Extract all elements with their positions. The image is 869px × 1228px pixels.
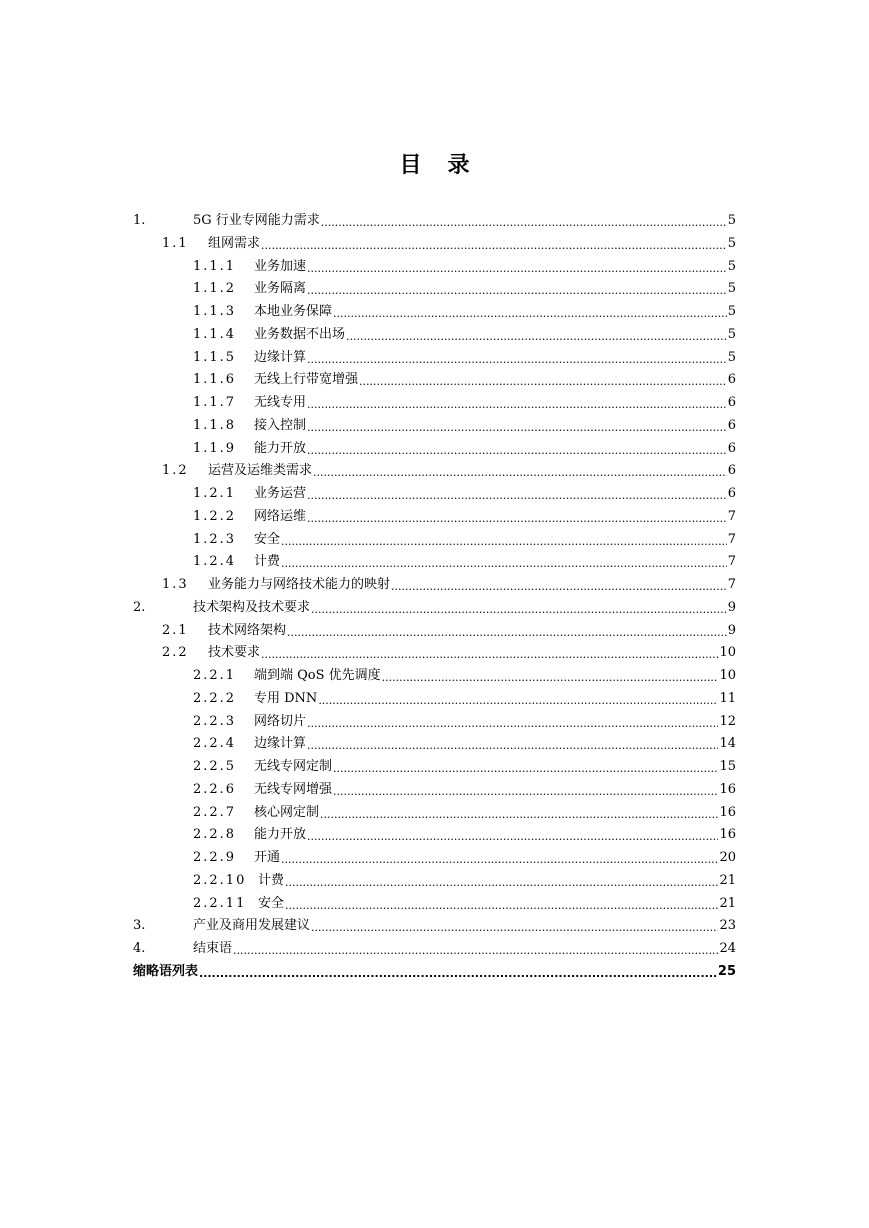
toc-leader-dots <box>307 739 718 753</box>
toc-entry[interactable] <box>193 371 736 389</box>
toc-entry[interactable] <box>193 394 736 412</box>
toc-entry-title: 无线上行带宽增强 <box>254 372 359 388</box>
toc-leader-dots <box>307 353 727 367</box>
toc-entry[interactable] <box>193 872 736 890</box>
toc-leader-dots <box>346 330 727 344</box>
toc-entry[interactable] <box>162 622 736 640</box>
toc-entry-page: 23 <box>719 918 736 934</box>
toc-entry[interactable] <box>133 212 736 230</box>
toc-entry-page: 6 <box>727 440 736 456</box>
toc-entry-page: 5 <box>727 326 736 342</box>
toc-leader-dots <box>311 921 718 935</box>
toc-entry-page: 14 <box>719 736 736 752</box>
toc-entry-page: 15 <box>719 759 736 774</box>
toc-entry-page: 5 <box>727 213 736 228</box>
toc-entry-page: 10 <box>719 645 736 661</box>
toc-entry-title: 能力开放 <box>254 440 307 456</box>
toc-entry[interactable] <box>193 713 736 731</box>
toc-entry-number: 1.2.4 <box>193 554 237 570</box>
toc-leader-dots <box>287 626 727 640</box>
toc-title-left: 目 <box>399 153 422 178</box>
toc-entry[interactable] <box>193 440 736 458</box>
toc-leader-dots <box>311 603 727 617</box>
toc-entry-title: 业务加速 <box>254 258 307 274</box>
toc-leader-dots <box>307 717 718 731</box>
toc-entry[interactable] <box>133 917 736 935</box>
toc-entry[interactable] <box>193 508 736 526</box>
toc-entry[interactable] <box>193 690 736 708</box>
toc-leader-dots <box>307 444 727 458</box>
toc-entry-number: 1.2.1 <box>193 486 237 501</box>
toc-leader-dots <box>307 398 727 412</box>
toc-leader-dots <box>307 262 727 276</box>
toc-entry-number: 1.1.8 <box>193 417 237 433</box>
toc-leader-dots <box>281 535 727 549</box>
toc-entry[interactable] <box>193 303 736 321</box>
toc-entry-title: 业务能力与网络技术能力的映射 <box>208 577 391 592</box>
toc-entry-title: 结束语 <box>193 941 233 956</box>
toc-entry-title: 网络运维 <box>254 508 307 524</box>
toc-leader-dots <box>313 466 727 480</box>
toc-entry-number: 1.1.5 <box>193 349 237 365</box>
toc-entry-title: 核心网定制 <box>254 804 320 820</box>
toc-entry-title: 计费 <box>254 554 281 570</box>
toc-entry-page: 12 <box>719 713 736 729</box>
toc-entry-page: 7 <box>727 508 736 524</box>
toc-entry[interactable] <box>162 462 736 480</box>
toc-entry-number: 2.1 <box>162 622 189 638</box>
toc-entry-number: 2. <box>133 599 146 615</box>
toc-entry-page: 16 <box>719 827 736 843</box>
toc-entry-page: 21 <box>719 872 736 888</box>
toc-entry-title: 能力开放 <box>254 827 307 843</box>
toc-entry[interactable] <box>193 280 736 298</box>
toc-entry-number: 1.2.3 <box>193 531 237 547</box>
toc-entry-title: 组网需求 <box>208 235 261 251</box>
toc-entry-page: 7 <box>727 554 736 570</box>
toc-entry-number: 2.2.5 <box>193 759 237 774</box>
toc-entry[interactable] <box>133 963 736 981</box>
toc-entry-title: 安全 <box>258 895 285 911</box>
toc-entry-title: 技术网络架构 <box>208 622 287 638</box>
toc-entry-number: 2.2.6 <box>193 781 237 797</box>
toc-entry[interactable] <box>193 735 736 753</box>
toc-entry-page: 24 <box>719 941 736 956</box>
toc-leader-dots <box>261 239 727 253</box>
toc-entry-page: 16 <box>719 781 736 797</box>
toc-entry-title: 网络切片 <box>254 713 307 729</box>
toc-leader-dots <box>333 762 718 776</box>
toc-entry-page: 6 <box>727 463 736 479</box>
toc-entry-page: 6 <box>727 417 736 433</box>
toc-entry-number: 1.1.4 <box>193 326 237 342</box>
toc-entry-title: 业务数据不出场 <box>254 326 346 342</box>
toc-entry-title: 边缘计算 <box>254 349 307 365</box>
toc-entry-number: 1. <box>133 213 146 228</box>
toc-entry-title: 安全 <box>254 531 281 547</box>
toc-entry-page: 11 <box>719 690 736 706</box>
toc-leader-dots <box>333 307 727 321</box>
toc-entry-title: 无线专网定制 <box>254 759 333 774</box>
toc-entry-page: 5 <box>727 304 736 319</box>
toc-entry-page: 9 <box>727 599 736 615</box>
toc-entry-page: 6 <box>727 486 736 501</box>
toc-leader-dots <box>199 967 717 981</box>
toc-entry-number: 2.2.8 <box>193 827 237 843</box>
toc-entry[interactable] <box>193 349 736 367</box>
toc-entry-number: 1.1 <box>162 235 189 251</box>
toc-entry-title: 计费 <box>258 872 285 888</box>
toc-entry-page: 5 <box>727 258 736 274</box>
toc-entry-title: 技术要求 <box>208 645 261 661</box>
toc-entry-page: 25 <box>717 963 736 979</box>
toc-entry-title: 无线专网增强 <box>254 781 333 797</box>
toc-entry-number: 1.1.2 <box>193 281 237 297</box>
toc-leader-dots <box>359 375 727 389</box>
toc-entry-number: 2.2.9 <box>193 850 237 865</box>
toc-entry-page: 10 <box>719 668 736 683</box>
toc-entry-number: 2.2.1 <box>193 668 237 683</box>
toc-title-right: 录 <box>447 153 470 178</box>
toc-leader-dots <box>233 944 718 958</box>
toc-entry-number: 3. <box>133 918 146 934</box>
toc-leader-dots <box>382 671 719 685</box>
toc-entry-title: 接入控制 <box>254 417 307 433</box>
toc-entry-title: 端到端 QoS 优先调度 <box>254 668 381 683</box>
toc-entry[interactable] <box>193 667 736 685</box>
toc-leader-dots <box>307 830 718 844</box>
toc-leader-dots <box>318 694 718 708</box>
toc-leader-dots <box>281 557 727 571</box>
toc-entry[interactable] <box>193 553 736 571</box>
toc-entry-title: 产业及商用发展建议 <box>193 918 311 934</box>
toc-entry[interactable] <box>193 804 736 822</box>
toc-leader-dots <box>307 284 727 298</box>
toc-entry[interactable] <box>193 417 736 435</box>
toc-entry-number: 2.2.11 <box>193 895 247 911</box>
toc-leader-dots <box>321 216 727 230</box>
toc-leader-dots <box>261 648 718 662</box>
toc-entry-page: 5 <box>727 235 736 251</box>
toc-entry-title: 本地业务保障 <box>254 304 333 319</box>
toc-entry-page: 6 <box>727 395 736 410</box>
toc-entry[interactable] <box>193 531 736 549</box>
toc-leader-dots <box>307 489 727 503</box>
toc-entry[interactable] <box>162 235 736 253</box>
toc-entry[interactable] <box>193 258 736 276</box>
toc-entry[interactable] <box>193 485 736 503</box>
toc-entry[interactable] <box>162 576 736 594</box>
toc-entry-page: 9 <box>727 622 736 638</box>
toc-entry-title: 无线专用 <box>254 395 307 410</box>
toc-entry-number: 1.1.6 <box>193 372 237 388</box>
toc-entry[interactable] <box>162 644 736 662</box>
toc-entry-number: 1.1.1 <box>193 258 237 274</box>
toc-entry[interactable] <box>193 326 736 344</box>
toc-entry[interactable] <box>193 895 736 913</box>
toc-leader-dots <box>307 512 727 526</box>
toc-entry-number: 1.1.9 <box>193 440 237 456</box>
toc-entry-title: 边缘计算 <box>254 736 307 752</box>
toc-entry-title: 技术架构及技术要求 <box>193 599 311 615</box>
toc-entry-title: 运营及运维类需求 <box>208 463 313 479</box>
toc-leader-dots <box>320 808 718 822</box>
toc-entry-page: 20 <box>719 850 736 865</box>
toc-entry[interactable] <box>193 758 736 776</box>
toc-leader-dots <box>333 785 718 799</box>
toc-entry-title: 业务隔离 <box>254 281 307 297</box>
toc-entry-title: 业务运营 <box>254 486 307 501</box>
toc-entry-number: 2.2.4 <box>193 736 237 752</box>
toc-entry-number: 2.2.3 <box>193 713 237 729</box>
toc-entry-number: 1.2 <box>162 463 189 479</box>
toc-entry[interactable] <box>133 940 736 958</box>
toc-entry-number: 2.2 <box>162 645 189 661</box>
toc-leader-dots <box>285 899 718 913</box>
toc-entry-number: 2.2.2 <box>193 690 237 706</box>
toc-entry-page: 21 <box>719 895 736 911</box>
toc-entry-number: 1.3 <box>162 577 189 592</box>
toc-entry-title: 5G 行业专网能力需求 <box>193 213 320 228</box>
toc-entry[interactable] <box>133 599 736 617</box>
toc-leader-dots <box>281 853 718 867</box>
toc-entry-number: 2.2.10 <box>193 872 247 888</box>
toc-entry-number: 1.1.3 <box>193 304 237 319</box>
toc-entry[interactable] <box>193 826 736 844</box>
toc-entry-title: 缩略语列表 <box>133 963 199 979</box>
toc-entry-page: 7 <box>727 531 736 547</box>
toc-entry-page: 7 <box>727 577 736 592</box>
toc-entry-number: 2.2.7 <box>193 804 237 820</box>
toc-leader-dots <box>391 580 727 594</box>
toc-leader-dots <box>307 421 727 435</box>
toc-title <box>0 148 869 179</box>
toc-entry-number: 4. <box>133 941 146 956</box>
toc-entry-page: 5 <box>727 281 736 297</box>
toc-entry-page: 6 <box>727 372 736 388</box>
toc-entry[interactable] <box>193 781 736 799</box>
toc-entry-number: 1.1.7 <box>193 395 237 410</box>
toc-entry[interactable] <box>193 849 736 867</box>
toc-entry-title: 专用 DNN <box>254 690 318 706</box>
toc-leader-dots <box>285 876 718 890</box>
toc-entry-number: 1.2.2 <box>193 508 237 524</box>
toc-entry-page: 16 <box>719 804 736 820</box>
toc-entry-page: 5 <box>727 349 736 365</box>
toc-entry-title: 开通 <box>254 850 281 865</box>
